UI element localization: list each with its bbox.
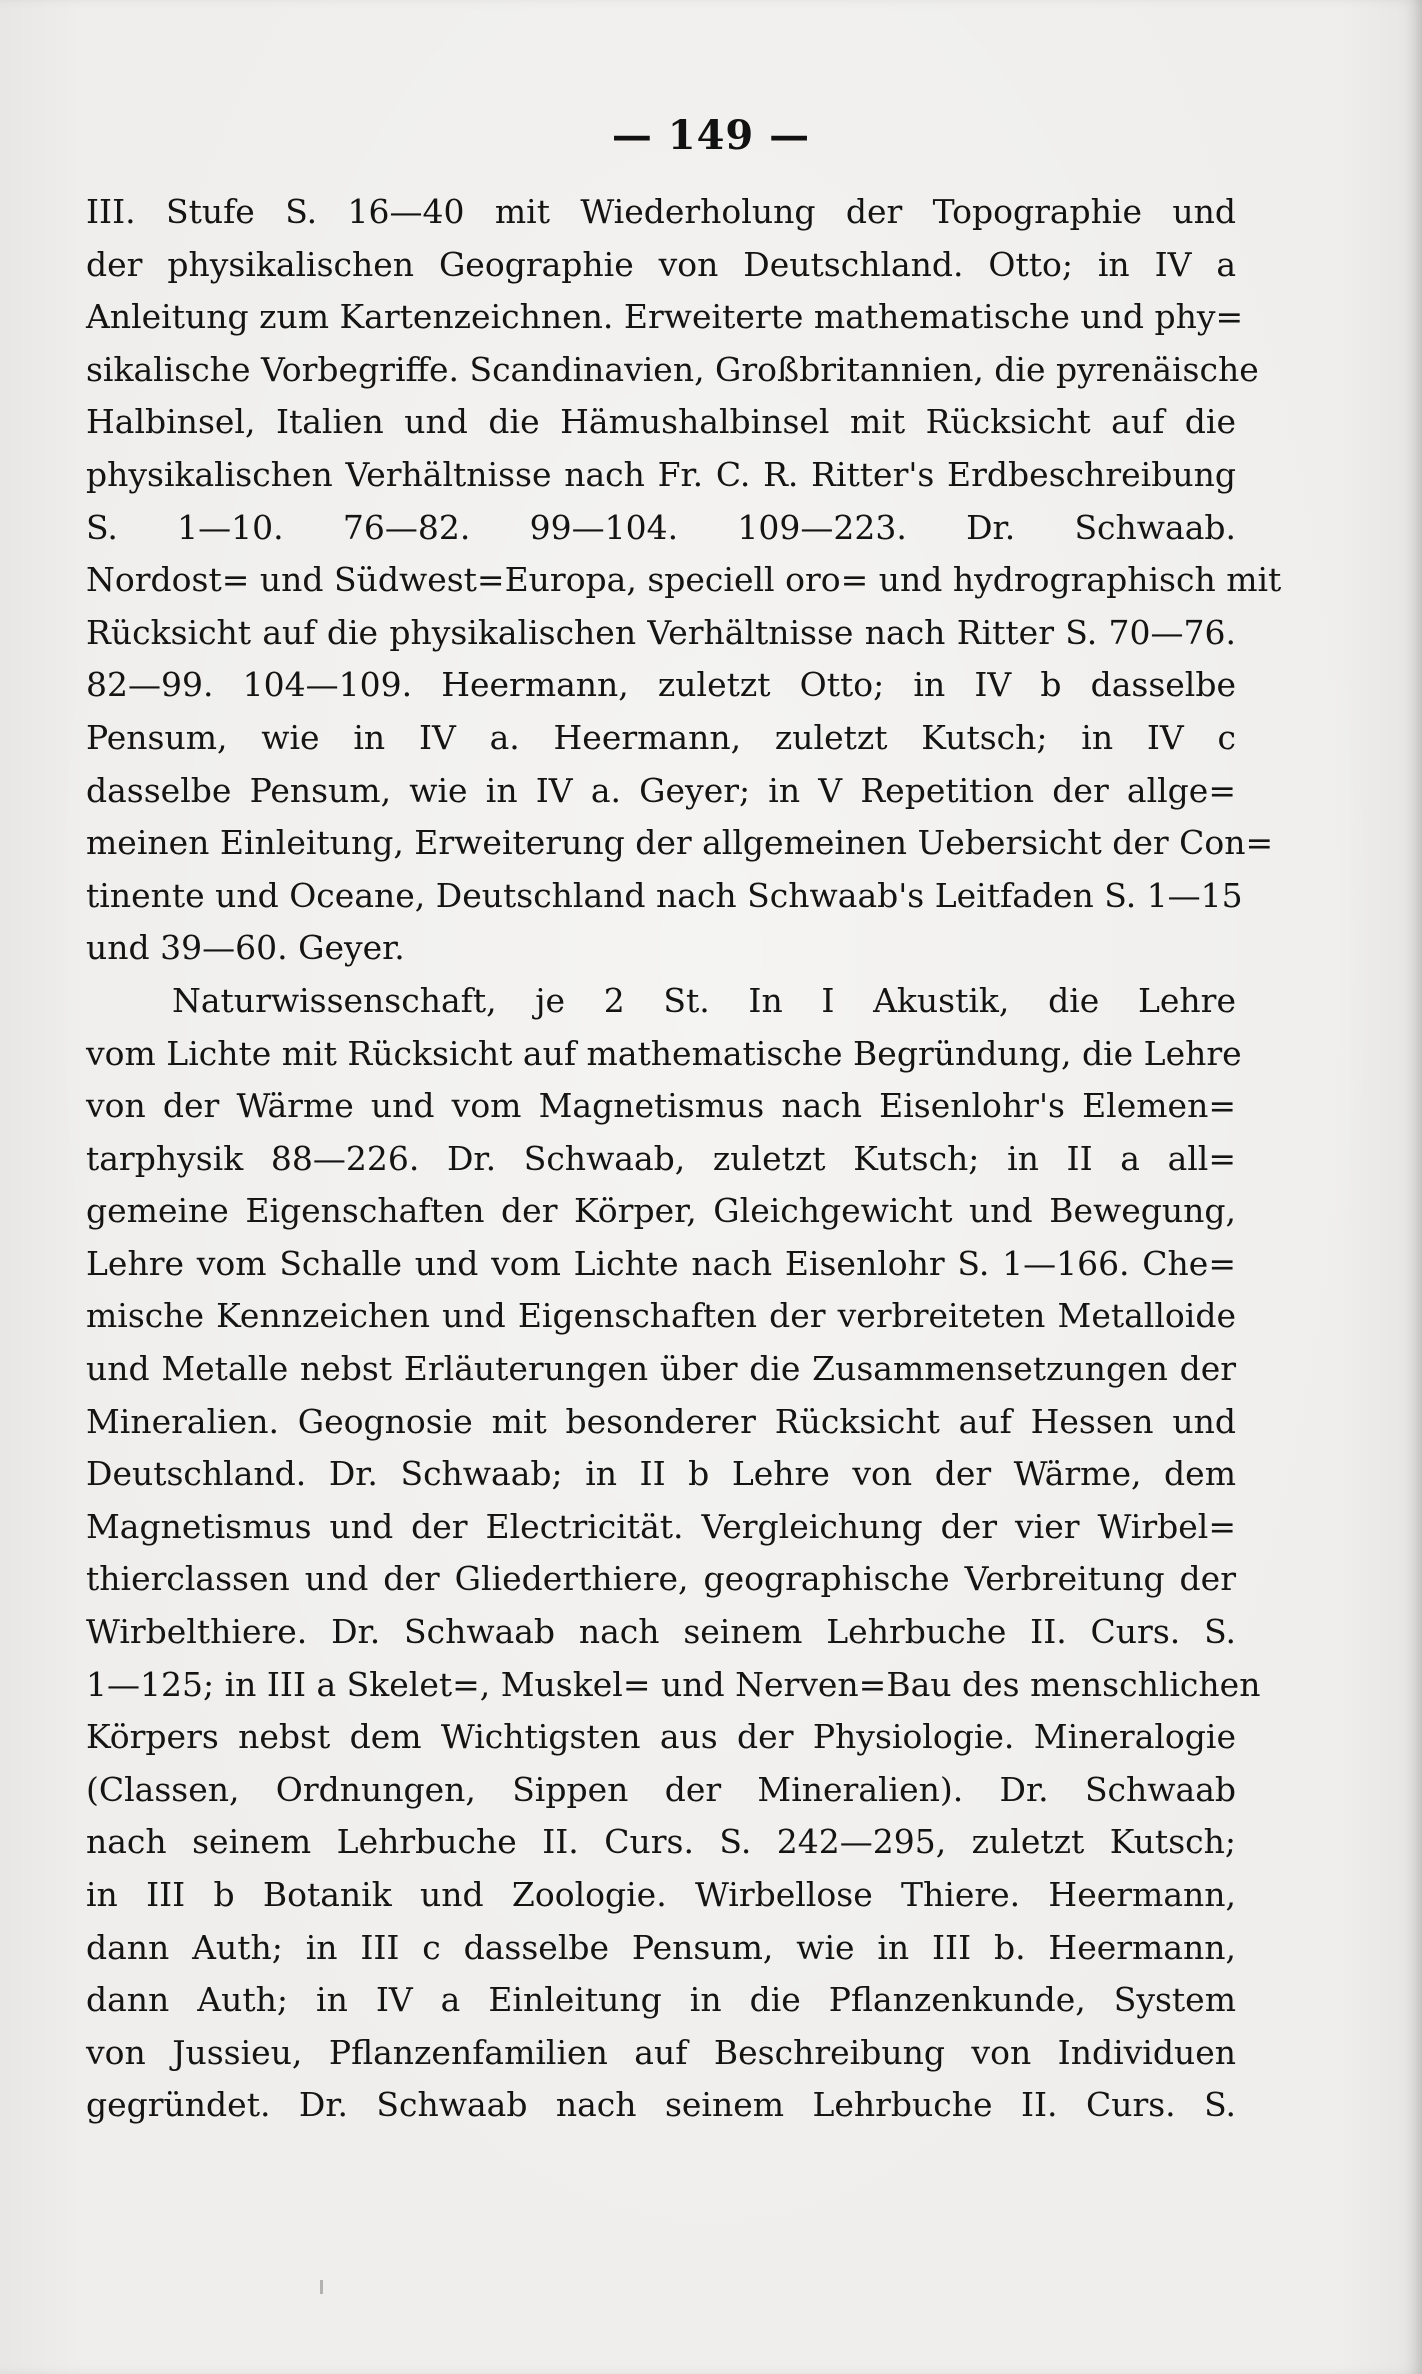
text-line: Deutschland. Dr. Schwaab; in II b Lehre von der Wärme, dem [86,1454,1236,1494]
text-line: in III b Botanik und Zoologie. Wirbellose Thiere. Heermann, [86,1875,1236,1914]
text-line: physikalischen Verhältnisse nach Fr. C. R. Ritter's Erdbeschreibung [86,454,1236,494]
text-line: Rücksicht auf die physikalischen Verhältnisse nach Ritter S. 70—76. [86,612,1236,652]
text-line: 1—125; in III a Skelet=, Muskel= und Nerven=Bau des menschlichen [86,1664,1261,1704]
text-line: Pensum, wie in IV a. Heermann, zuletzt Kutsch; in IV c [86,717,1236,757]
text-line: gemeine Eigenschaften der Körper, Gleichgewicht und Bewegung, [86,1191,1236,1231]
text-line: der physikalischen Geographie von Deutschland. Otto; in IV a [86,244,1236,284]
text-line: S. 1—10. 76—82. 99—104. 109—223. Dr. Schwaab. [86,507,1236,547]
text-line: mische Kennzeichen und Eigenschaften der verbreiteten Metalloide [86,1296,1236,1336]
text-line: III. Stufe S. 16—40 mit Wiederholung der Topographie und [86,192,1236,231]
text-line: nach seinem Lehrbuche II. Curs. S. 242—295, zuletzt Kutsch; [86,1822,1236,1862]
text-line: von der Wärme und vom Magnetismus nach Eisenlohr's Elemen= [86,1086,1236,1126]
text-line: Nordost= und Südwest=Europa, speciell oro= und hydrographisch mit [86,560,1282,600]
text-line: dann Auth; in III c dasselbe Pensum, wie in III b. Heermann, [86,1927,1236,1967]
text-line: und Metalle nebst Erläuterungen über die Zusammensetzungen der [86,1349,1236,1389]
text-line: gegründet. Dr. Schwaab nach seinem Lehrbuche II. Curs. S. [86,2085,1236,2125]
text-line: Wirbelthiere. Dr. Schwaab nach seinem Lehrbuche II. Curs. S. [86,1612,1236,1652]
text-line: tinente und Oceane, Deutschland nach Schwaab's Leitfaden S. 1—15 [86,875,1243,915]
text-line: Magnetismus und der Electricität. Vergleichung der vier Wirbel= [86,1506,1236,1546]
text-line: vom Lichte mit Rücksicht auf mathematische Begründung, die Lehre [86,1033,1242,1073]
text-line: meinen Einleitung, Erweiterung der allgemeinen Uebersicht der Con= [86,823,1274,863]
text-line: dann Auth; in IV a Einleitung in die Pflanzenkunde, System [86,1980,1236,2020]
text-line: tarphysik 88—226. Dr. Schwaab, zuletzt Kutsch; in II a all= [86,1138,1236,1178]
text-line: von Jussieu, Pflanzenfamilien auf Beschreibung von Individuen [86,2032,1236,2072]
text-line: Anleitung zum Kartenzeichnen. Erweiterte mathematische und phy= [86,297,1244,337]
paragraph-start-line: Naturwissenschaft, je 2 St. In I Akustik, die Lehre [172,980,1236,1020]
text-line: 82—99. 104—109. Heermann, zuletzt Otto; in IV b dasselbe [86,665,1236,705]
page-body-text [86,186,1282,2132]
print-speck [320,2280,323,2294]
text-line: (Classen, Ordnungen, Sippen der Mineralien). Dr. Schwaab [86,1769,1236,1809]
text-line: dasselbe Pensum, wie in IV a. Geyer; in V Repetition der allge= [86,770,1236,810]
text-line: und 39—60. Geyer. [86,928,405,968]
text-line: Mineralien. Geognosie mit besonderer Rücksicht auf Hessen und [86,1401,1236,1441]
text-line: Lehre vom Schalle und vom Lichte nach Eisenlohr S. 1—166. Che= [86,1243,1236,1283]
text-line: sikalische Vorbegriffe. Scandinavien, Großbritannien, die pyrenäische [86,349,1259,389]
text-line: thierclassen und der Gliederthiere, geographische Verbreitung der [86,1559,1236,1599]
text-line: Halbinsel, Italien und die Hämushalbinsel mit Rücksicht auf die [86,402,1236,442]
text-line: Körpers nebst dem Wichtigsten aus der Physiologie. Mineralogie [86,1717,1236,1757]
page-number: — 149 — [611,112,811,159]
